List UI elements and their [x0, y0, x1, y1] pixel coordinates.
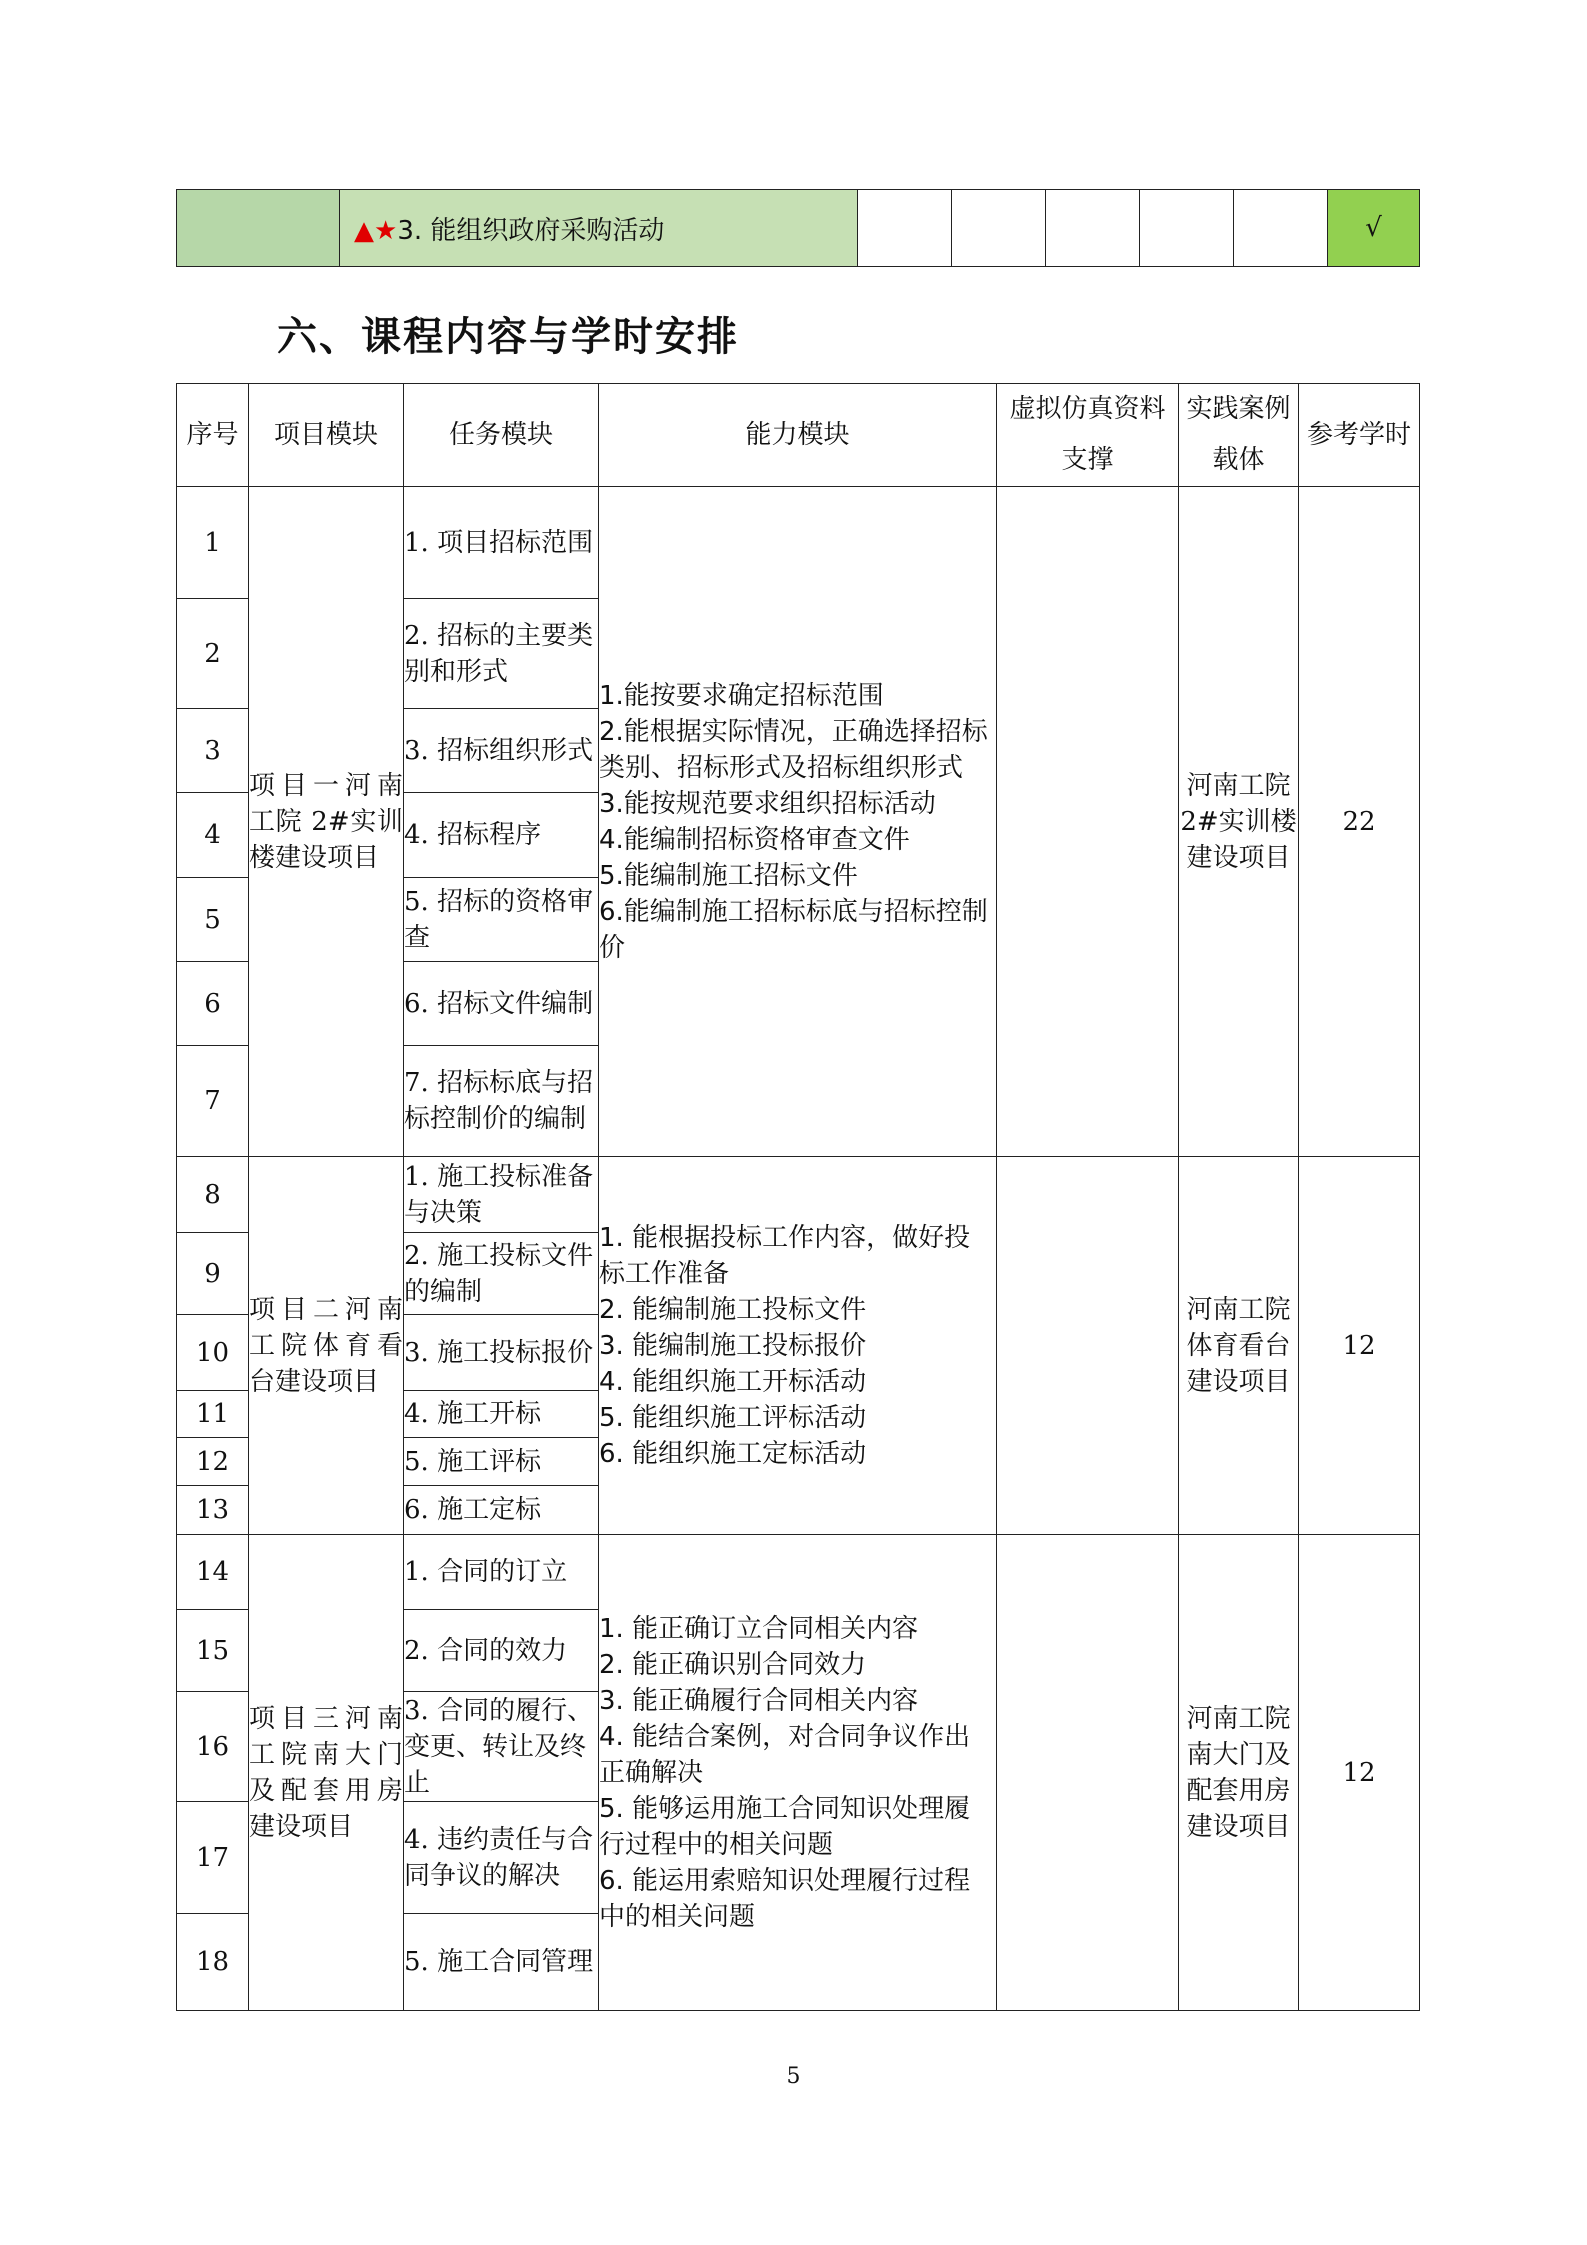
reference-hours: 22	[1299, 487, 1420, 1157]
practice-case: 河南工院体育看台建设项目	[1179, 1157, 1299, 1535]
ability-item: 2. 能正确识别合同效力	[599, 1649, 867, 1680]
ability-item: 4. 能组织施工开标活动	[599, 1366, 867, 1397]
task-module: 5. 施工合同管理	[404, 1914, 599, 2011]
table-row	[177, 487, 1420, 599]
task-module: 3. 合同的履行、变更、转让及终止	[404, 1692, 599, 1802]
practice-case: 河南工院 2#实训楼建设项目	[1179, 487, 1299, 1157]
row-number: 16	[177, 1692, 249, 1802]
task-module: 4. 招标程序	[404, 793, 599, 878]
virtual-support-cell	[997, 487, 1179, 1157]
task-module: 3. 施工投标报价	[404, 1315, 599, 1391]
row-number: 11	[177, 1391, 249, 1438]
empty-cell	[1046, 190, 1140, 267]
task-module: 1. 项目招标范围	[404, 487, 599, 599]
ability-item: 6. 能运用索赔知识处理履行过程中的相关问题	[599, 1865, 971, 1932]
task-module: 2. 合同的效力	[404, 1610, 599, 1692]
header-project: 项目模块	[249, 384, 404, 487]
task-module: 2. 施工投标文件的编制	[404, 1233, 599, 1315]
requirement-label: 3. 能组织政府采购活动	[397, 215, 665, 246]
empty-cell	[858, 190, 952, 267]
ability-item: 6. 能组织施工定标活动	[599, 1438, 867, 1469]
ability-item: 2.能根据实际情况，正确选择招标类别、招标形式及招标组织形式	[599, 716, 988, 783]
ability-module	[599, 1535, 997, 2011]
task-module: 6. 施工定标	[404, 1486, 599, 1535]
table-row	[177, 190, 1420, 267]
virtual-support-cell	[997, 1157, 1179, 1535]
requirement-cell	[340, 190, 858, 267]
ability-item: 1. 能正确订立合同相关内容	[599, 1613, 919, 1644]
project-module: 项目一河南工院 2#实训楼建设项目	[249, 487, 404, 1157]
header-task: 任务模块	[404, 384, 599, 487]
empty-cell	[952, 190, 1046, 267]
header-row	[177, 384, 1420, 487]
row-number: 18	[177, 1914, 249, 2011]
task-module: 1. 施工投标准备与决策	[404, 1157, 599, 1233]
table-row	[177, 1535, 1420, 1610]
empty-cell	[1234, 190, 1328, 267]
reference-hours: 12	[1299, 1535, 1420, 2011]
row-number: 2	[177, 599, 249, 709]
ability-item: 1. 能根据投标工作内容，做好投标工作准备	[599, 1222, 971, 1289]
empty-cell	[1140, 190, 1234, 267]
ability-item: 3. 能编制施工投标报价	[599, 1330, 867, 1361]
row-number: 12	[177, 1438, 249, 1486]
ability-item: 4. 能结合案例，对合同争议作出正确解决	[599, 1721, 971, 1788]
virtual-support-cell	[997, 1535, 1179, 2011]
task-module: 5. 招标的资格审查	[404, 878, 599, 962]
row-number: 6	[177, 962, 249, 1046]
ability-item: 5. 能够运用施工合同知识处理履行过程中的相关问题	[599, 1793, 971, 1860]
row-number: 4	[177, 793, 249, 878]
row-number: 8	[177, 1157, 249, 1233]
ability-item: 6.能编制施工招标标底与招标控制价	[599, 896, 988, 963]
category-cell	[177, 190, 340, 267]
ability-item: 3.能按规范要求组织招标活动	[599, 788, 936, 819]
table-row	[177, 1157, 1420, 1233]
row-number: 1	[177, 487, 249, 599]
ability-item: 5. 能组织施工评标活动	[599, 1402, 867, 1433]
ability-module	[599, 1157, 997, 1535]
header-virtual: 虚拟仿真资料支撑	[997, 384, 1179, 487]
practice-case: 河南工院南大门及配套用房建设项目	[1179, 1535, 1299, 2011]
task-module: 6. 招标文件编制	[404, 962, 599, 1046]
header-hours: 参考学时	[1299, 384, 1420, 487]
reference-hours: 12	[1299, 1157, 1420, 1535]
page-number: 5	[786, 2064, 801, 2089]
check-mark: √	[1328, 190, 1420, 267]
row-number: 14	[177, 1535, 249, 1610]
task-module: 1. 合同的订立	[404, 1535, 599, 1610]
key-marker-icon: ▲★	[354, 215, 398, 246]
row-number: 5	[177, 878, 249, 962]
header-case: 实践案例载体	[1179, 384, 1299, 487]
task-module: 4. 施工开标	[404, 1391, 599, 1438]
header-ability: 能力模块	[599, 384, 997, 487]
ability-item: 3. 能正确履行合同相关内容	[599, 1685, 919, 1716]
ability-item: 5.能编制施工招标文件	[599, 860, 858, 891]
project-module: 项目二河南工院体育看台建设项目	[249, 1157, 404, 1535]
ability-item: 2. 能编制施工投标文件	[599, 1294, 867, 1325]
task-module: 5. 施工评标	[404, 1438, 599, 1486]
row-number: 10	[177, 1315, 249, 1391]
row-number: 3	[177, 709, 249, 793]
row-number: 13	[177, 1486, 249, 1535]
top-requirement-table	[176, 189, 1420, 267]
course-content-table	[176, 383, 1420, 2011]
table-body	[177, 487, 1420, 2011]
task-module: 3. 招标组织形式	[404, 709, 599, 793]
task-module: 4. 违约责任与合同争议的解决	[404, 1802, 599, 1914]
row-number: 7	[177, 1046, 249, 1157]
section-heading: 六、课程内容与学时安排	[277, 314, 739, 360]
task-module: 2. 招标的主要类别和形式	[404, 599, 599, 709]
ability-item: 1.能按要求确定招标范围	[599, 680, 884, 711]
row-number: 15	[177, 1610, 249, 1692]
ability-item: 4.能编制招标资格审查文件	[599, 824, 910, 855]
row-number: 17	[177, 1802, 249, 1914]
task-module: 7. 招标标底与招标控制价的编制	[404, 1046, 599, 1157]
row-number: 9	[177, 1233, 249, 1315]
header-seq: 序号	[177, 384, 249, 487]
project-module: 项目三河南工院南大门及配套用房建设项目	[249, 1535, 404, 2011]
ability-module	[599, 487, 997, 1157]
